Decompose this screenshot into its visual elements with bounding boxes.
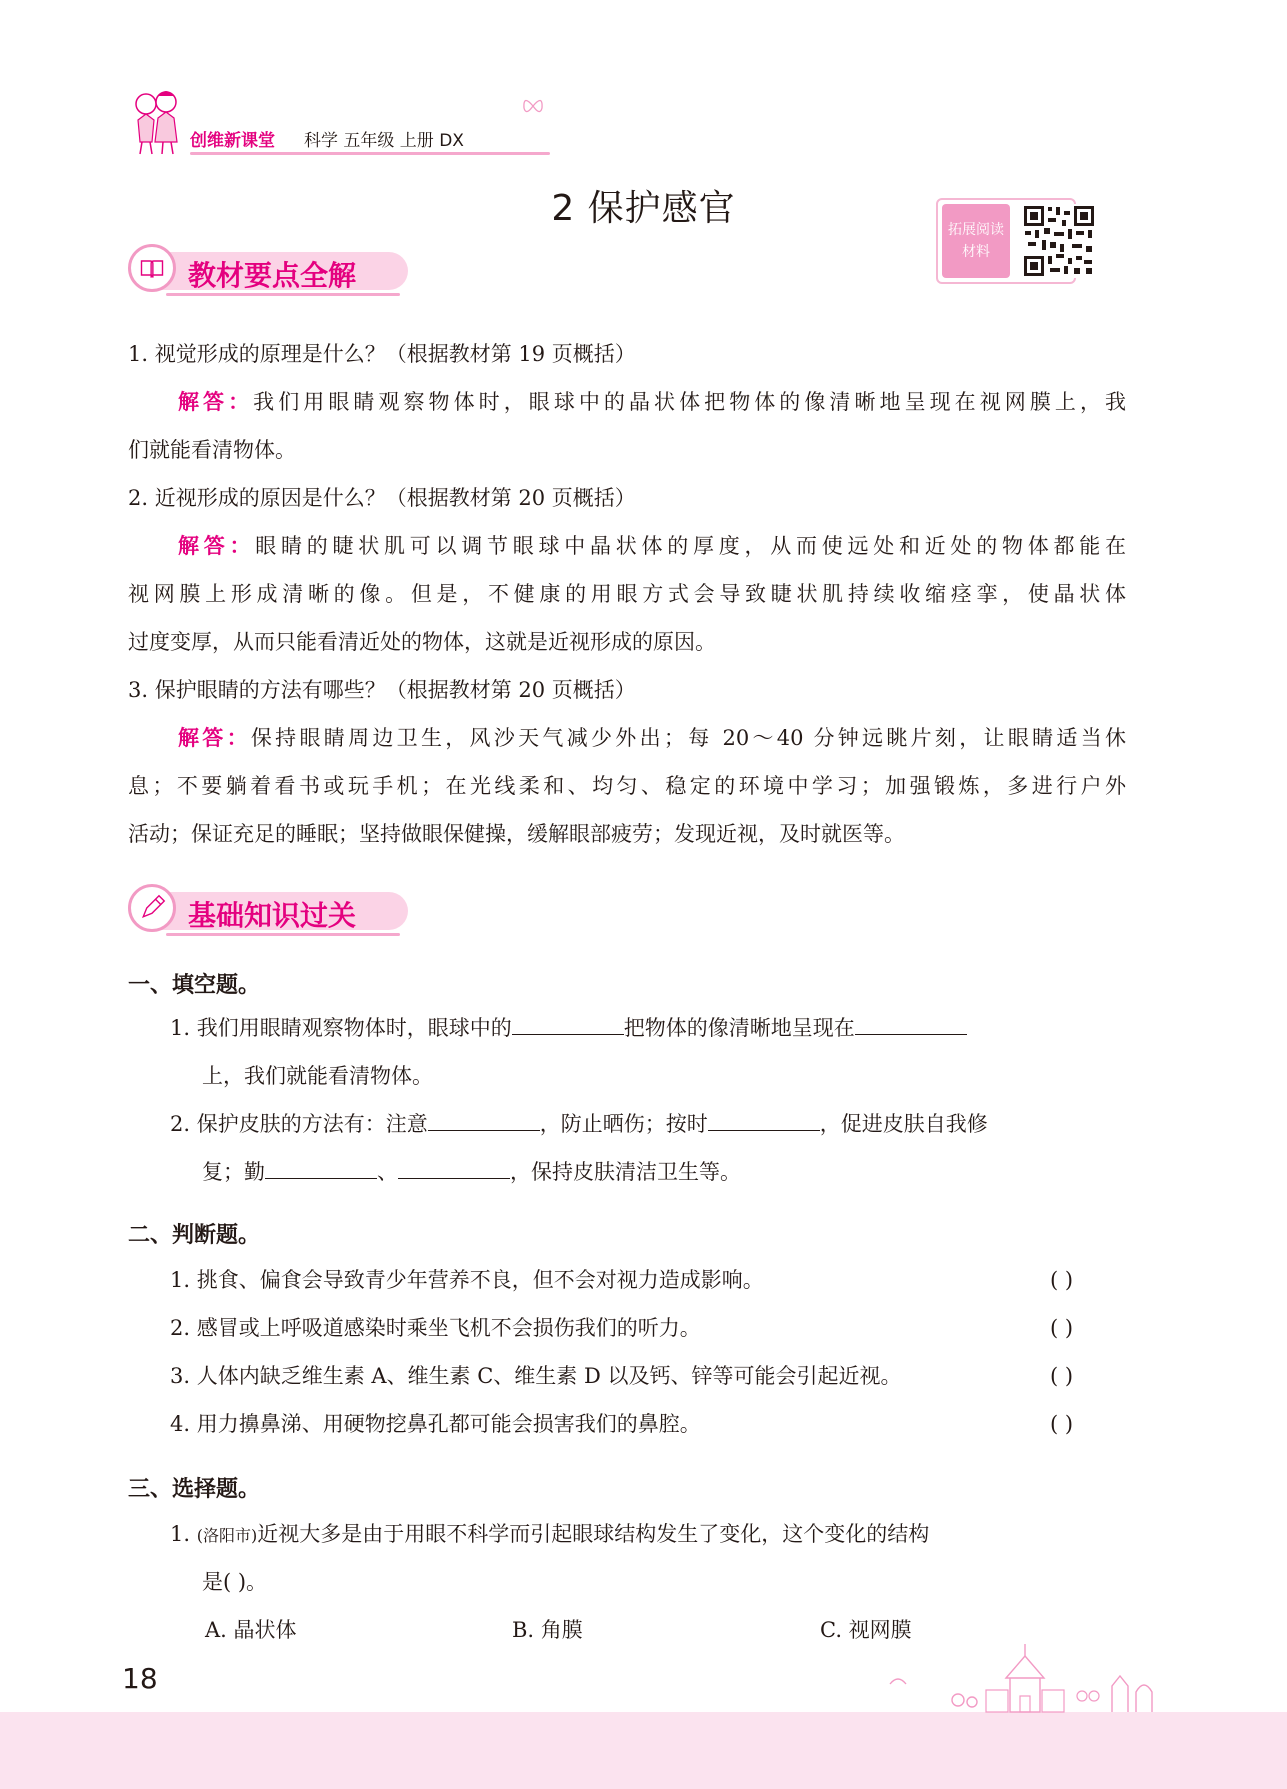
question-1: 1. 视觉形成的原理是什么？（根据教材第 19 页概括） bbox=[128, 342, 636, 366]
question-number: 1. bbox=[170, 1522, 191, 1546]
fill-heading: 一、填空题。 bbox=[128, 973, 261, 998]
judge-item-2: 2. 感冒或上呼吸道感染时乘坐飞机不会损伤我们的听力。 bbox=[170, 1316, 701, 1340]
choice-option-b[interactable]: B. 角膜 bbox=[512, 1618, 583, 1642]
answer-1-line2: 们就能看清物体。 bbox=[128, 438, 296, 462]
answer-parentheses[interactable]: ( ) bbox=[1050, 1316, 1074, 1340]
answer-text: 眼睛的睫状肌可以调节眼球中晶状体的厚度，从而使远处和近处的物体都能在 bbox=[255, 534, 1126, 558]
answer-2-line1 bbox=[178, 522, 1126, 570]
answer-parentheses[interactable]: ( ) bbox=[1050, 1268, 1074, 1292]
judge-item-1: 1. 挑食、偏食会导致青少年营养不良，但不会对视力造成影响。 bbox=[170, 1268, 764, 1292]
fill-question-2-line1 bbox=[170, 1100, 988, 1148]
banner-title: 基础知识过关 bbox=[188, 899, 357, 932]
answer-3-line3: 活动；保证充足的睡眠；坚持做眼保健操，缓解眼部疲劳；发现近视，及时就医等。 bbox=[128, 822, 905, 846]
fill-text: 复；勤 bbox=[202, 1160, 265, 1184]
question-2: 2. 近视形成的原因是什么？（根据教材第 20 页概括） bbox=[128, 486, 636, 510]
section-banner-key-points bbox=[128, 244, 410, 294]
qr-label-line2: 材料 bbox=[962, 244, 990, 260]
qr-code-box[interactable] bbox=[936, 198, 1076, 284]
castle-illustration-icon bbox=[880, 1640, 1180, 1716]
answer-blank[interactable] bbox=[708, 1110, 820, 1131]
qr-label-line1: 拓展阅读 bbox=[948, 222, 1004, 238]
page-header bbox=[128, 86, 548, 158]
book-icon bbox=[128, 244, 176, 292]
choice-question-1-line2: 是( )。 bbox=[202, 1570, 268, 1594]
fill-text: 2. 保护皮肤的方法有：注意 bbox=[170, 1112, 428, 1136]
book-info: 科学 五年级 上册 DX bbox=[304, 131, 464, 151]
section-banner-basics bbox=[128, 884, 410, 934]
question-text: 近视大多是由于用眼不科学而引起眼球结构发生了变化，这个变化的结构 bbox=[257, 1522, 930, 1546]
footer-band bbox=[0, 1712, 1287, 1789]
choice-heading: 三、选择题。 bbox=[128, 1477, 261, 1502]
fill-text: 把物体的像清晰地呈现在 bbox=[623, 1016, 855, 1040]
answer-label: 解答： bbox=[178, 390, 254, 414]
answer-text: 保持眼睛周边卫生，风沙天气减少外出；每 20～40 分钟远眺片刻，让眼睛适当休 bbox=[250, 726, 1127, 750]
answer-parentheses[interactable]: ( ) bbox=[1050, 1364, 1074, 1388]
question-3: 3. 保护眼睛的方法有哪些？（根据教材第 20 页概括） bbox=[128, 678, 636, 702]
answer-parentheses[interactable]: ( ) bbox=[1050, 1412, 1074, 1436]
kids-illustration-icon bbox=[128, 86, 186, 156]
question-source: (洛阳市) bbox=[196, 1526, 258, 1545]
answer-3-line2: 息；不要躺着看书或玩手机；在光线柔和、均匀、稳定的环境中学习；加强锻炼，多进行户外 bbox=[128, 774, 1126, 798]
answer-2-line3: 过度变厚，从而只能看清近处的物体，这就是近视形成的原因。 bbox=[128, 630, 716, 654]
qr-code-icon[interactable] bbox=[1022, 204, 1096, 278]
banner-title: 教材要点全解 bbox=[188, 259, 357, 292]
choice-question-1-line1 bbox=[170, 1510, 929, 1560]
answer-blank[interactable] bbox=[265, 1158, 377, 1179]
header-underline bbox=[190, 152, 550, 155]
qr-label bbox=[942, 204, 1010, 278]
answer-blank[interactable] bbox=[512, 1014, 624, 1035]
answer-1-line1 bbox=[178, 378, 1126, 426]
answer-label: 解答： bbox=[178, 534, 256, 558]
answer-blank[interactable] bbox=[855, 1014, 967, 1035]
brand-name: 创维新课堂 bbox=[190, 131, 275, 151]
answer-blank[interactable] bbox=[398, 1158, 510, 1179]
fill-text: 、 bbox=[377, 1160, 398, 1184]
answer-blank[interactable] bbox=[428, 1110, 540, 1131]
page-number: 18 bbox=[122, 1662, 158, 1695]
butterfly-icon bbox=[522, 96, 544, 116]
choice-option-a[interactable]: A. 晶状体 bbox=[205, 1618, 297, 1642]
fill-text: ，防止晒伤；按时 bbox=[539, 1112, 708, 1136]
choice-option-c[interactable]: C. 视网膜 bbox=[820, 1618, 912, 1642]
answer-2-line2: 视网膜上形成清晰的像。但是，不健康的用眼方式会导致睫状肌持续收缩痉挛，使晶状体 bbox=[128, 582, 1126, 606]
answer-label: 解答： bbox=[178, 726, 251, 750]
lesson-title: 2 保护感官 bbox=[551, 188, 736, 229]
judge-heading: 二、判断题。 bbox=[128, 1223, 261, 1248]
judge-item-3: 3. 人体内缺乏维生素 A、维生素 C、维生素 D 以及钙、锌等可能会引起近视。 bbox=[170, 1364, 902, 1388]
fill-question-1-line2: 上，我们就能看清物体。 bbox=[202, 1064, 433, 1088]
answer-3-line1 bbox=[178, 714, 1126, 762]
answer-text: 我们用眼睛观察物体时，眼球中的晶状体把物体的像清晰地呈现在视网膜上，我 bbox=[253, 390, 1127, 414]
fill-question-1-line1 bbox=[170, 1004, 967, 1052]
fill-text: ，促进皮肤自我修 bbox=[819, 1112, 988, 1136]
pencil-icon bbox=[128, 884, 176, 932]
fill-question-2-line2 bbox=[202, 1148, 741, 1196]
fill-text: ，保持皮肤清洁卫生等。 bbox=[510, 1160, 741, 1184]
fill-text: 1. 我们用眼睛观察物体时，眼球中的 bbox=[170, 1016, 512, 1040]
judge-item-4: 4. 用力擤鼻涕、用硬物挖鼻孔都可能会损害我们的鼻腔。 bbox=[170, 1412, 701, 1436]
